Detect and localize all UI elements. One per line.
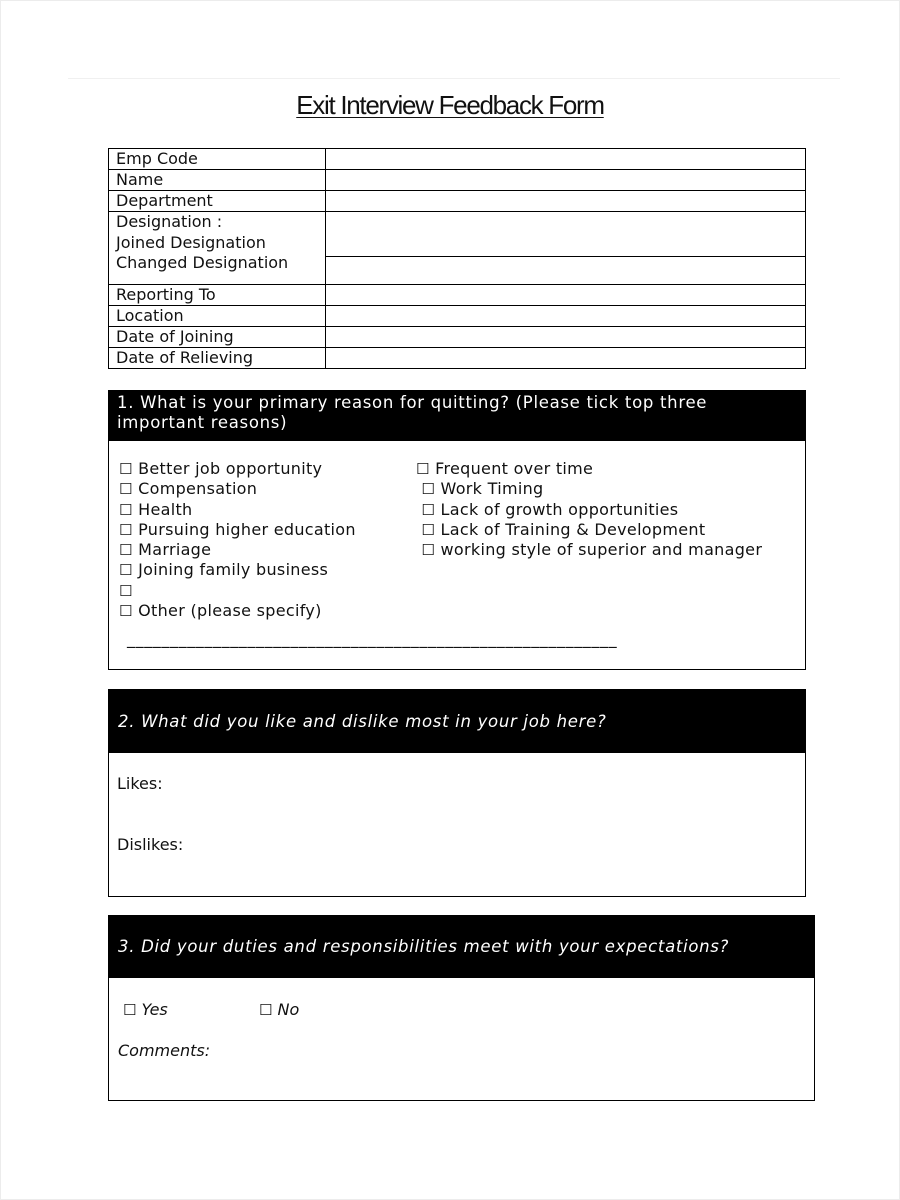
no-label: No [277, 1000, 300, 1019]
option-label: Other (please specify) [138, 601, 322, 621]
reason-options-left [119, 459, 356, 621]
table-row [109, 306, 806, 327]
date-of-joining-label: Date of Joining [109, 327, 326, 348]
question-3-header: 3. Did your duties and responsibilities meet with your expectations? [109, 916, 814, 978]
option-label: Health [138, 499, 193, 519]
joined-designation-field[interactable] [326, 212, 806, 257]
checkbox-icon[interactable]: ☐ [259, 1001, 273, 1019]
checkbox-icon[interactable]: ☐ [119, 520, 133, 539]
likes-label: Likes: [117, 774, 163, 793]
table-row [109, 170, 806, 191]
question-2-section [108, 689, 806, 897]
table-row [109, 149, 806, 170]
option-growth[interactable] [416, 500, 762, 520]
designation-label: Designation : [116, 212, 223, 231]
location-field[interactable] [326, 306, 806, 327]
option-label: Lack of growth opportunities [440, 499, 679, 519]
option-label: Marriage [138, 540, 212, 560]
option-label: Joining family business [138, 560, 329, 580]
emp-code-label: Emp Code [109, 149, 326, 170]
option-label: Lack of Training & Development [440, 519, 706, 539]
location-label: Location [109, 306, 326, 327]
name-field[interactable] [326, 170, 806, 191]
option-marriage[interactable] [119, 540, 356, 560]
option-blank[interactable] [119, 581, 356, 601]
dislikes-label: Dislikes: [117, 835, 184, 854]
option-label: working style of superior and manager [440, 540, 763, 560]
date-of-relieving-field[interactable] [326, 348, 806, 369]
question-1-title-line2: important reasons) [117, 413, 288, 432]
reason-options-right [416, 459, 762, 560]
option-working-style[interactable] [416, 540, 762, 560]
emp-code-field[interactable] [326, 149, 806, 170]
changed-designation-field[interactable] [326, 257, 806, 285]
option-training[interactable] [416, 520, 762, 540]
option-label: Frequent over time [435, 459, 594, 478]
checkbox-icon[interactable]: ☐ [119, 500, 133, 519]
department-label: Department [109, 191, 326, 212]
checkbox-icon[interactable]: ☐ [416, 460, 430, 478]
checkbox-icon[interactable]: ☐ [119, 561, 133, 580]
option-health[interactable] [119, 500, 356, 520]
employee-info-table [108, 148, 806, 369]
option-label: Compensation [138, 479, 258, 499]
option-family-business[interactable] [119, 560, 356, 580]
table-row [109, 191, 806, 212]
checkbox-icon[interactable]: ☐ [119, 541, 133, 560]
option-label: Better job opportunity [138, 459, 323, 478]
yes-option[interactable] [123, 1000, 168, 1019]
checkbox-icon[interactable]: ☐ [421, 520, 436, 539]
date-of-joining-field[interactable] [326, 327, 806, 348]
question-2-header: 2. What did you like and dislike most in your job here? [109, 690, 805, 753]
reporting-to-label: Reporting To [109, 285, 326, 306]
option-better-job[interactable] [119, 459, 356, 479]
question-1-header [109, 391, 805, 441]
changed-designation-label: Changed Designation [116, 253, 289, 272]
option-other[interactable] [119, 601, 356, 621]
department-field[interactable] [326, 191, 806, 212]
specify-line[interactable]: _________________________________________________________ [127, 629, 618, 648]
no-option[interactable] [259, 1000, 299, 1019]
table-row [109, 348, 806, 369]
option-label: Pursuing higher education [138, 519, 356, 539]
form-title: Exit Interview Feedback Form [296, 90, 604, 120]
option-compensation[interactable] [119, 479, 356, 499]
checkbox-icon[interactable]: ☐ [119, 460, 133, 478]
checkbox-icon[interactable]: ☐ [421, 480, 436, 499]
date-of-relieving-label: Date of Relieving [109, 348, 326, 369]
reporting-to-field[interactable] [326, 285, 806, 306]
table-row [109, 327, 806, 348]
option-label: Work Timing [440, 479, 544, 499]
designation-label-cell [109, 212, 326, 285]
question-1-title-line1: 1. What is your primary reason for quitting? (Please tick top three [117, 393, 708, 412]
checkbox-icon[interactable]: ☐ [119, 480, 133, 499]
checkbox-icon[interactable]: ☐ [421, 500, 436, 519]
question-1-section [108, 390, 806, 670]
checkbox-icon[interactable]: ☐ [421, 541, 436, 560]
comments-label: Comments: [118, 1041, 211, 1060]
checkbox-icon[interactable]: ☐ [123, 1001, 137, 1019]
table-row [109, 212, 806, 257]
top-rule [68, 78, 840, 79]
table-row [109, 285, 806, 306]
yes-label: Yes [141, 1000, 168, 1019]
option-frequent-overtime[interactable] [416, 459, 762, 479]
checkbox-icon[interactable]: ☐ [119, 581, 133, 600]
joined-designation-label: Joined Designation [116, 232, 266, 252]
name-label: Name [109, 170, 326, 191]
checkbox-icon[interactable]: ☐ [119, 602, 133, 621]
option-work-timing[interactable] [416, 479, 762, 499]
question-3-section [108, 915, 815, 1101]
option-higher-education[interactable] [119, 520, 356, 540]
